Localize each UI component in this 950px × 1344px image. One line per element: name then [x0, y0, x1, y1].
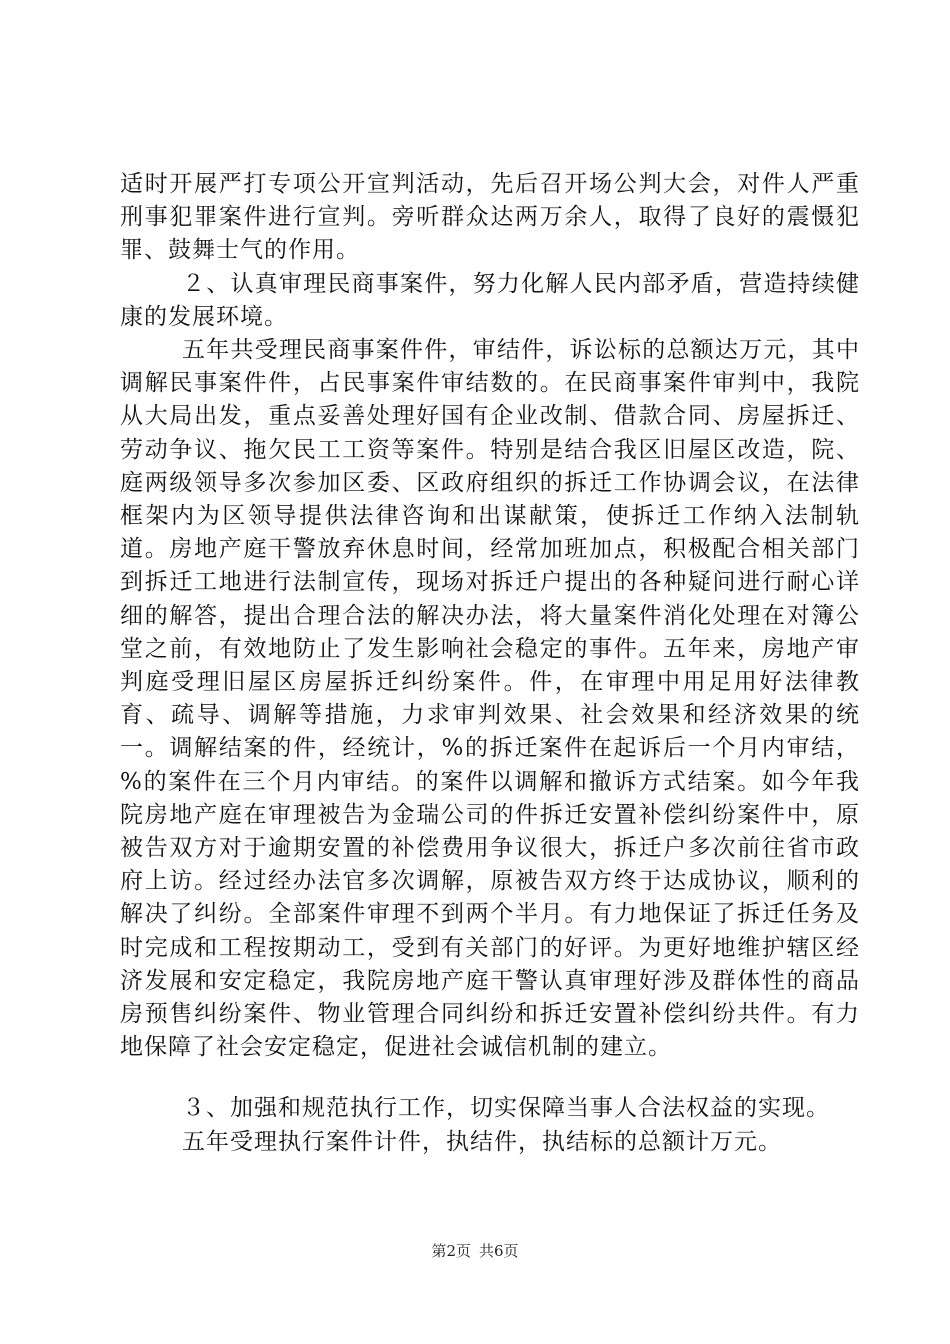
paragraph-section-3-heading: ３、加强和规范执行工作，切实保障当事人合法权益的实现。: [182, 1095, 830, 1122]
page-footer: [0, 1241, 950, 1261]
page-total: 共6页: [479, 1242, 519, 1260]
paragraph-continuation: 适时开展严打专项公开宣判活动，先后召开场公判大会，对件人严重刑事犯罪案件进行宣判。旁听群众达两万余人，取得了良好的震慑犯罪、鼓舞士气的作用。: [120, 171, 860, 264]
page-number: 第2页: [431, 1242, 471, 1260]
paragraph-execution-cases: 五年受理执行案件计件，执结件，执结标的总额计万元。: [182, 1128, 782, 1155]
paragraph-civil-commercial-cases: 五年共受理民商事案件件，审结件，诉讼标的总额达万元，其中调解民事案件件，占民事案件审结数的。在民商事案件审判中，我院从大局出发，重点妥善处理好国有企业改制、借款合同、房屋拆迁、劳动争议、拖欠民工工资等案件。特别是结合我区旧屋区改造，院、庭两级领导多次参加区委、区政府组织的拆迁工作协调会议，在法律框架内为区领导提供法律咨询和出谋献策，使拆迁工作纳入法制轨道。房地产庭干警放弃休息时间，经常加班加点，积极配合相关部门到拆迁工地进行法制宣传，现场对拆迁户提出的各种疑问进行耐心详细的解答，提出合理合法的解决办法，将大量案件消化处理在对簿公堂之前，有效地防止了发生影响社会稳定的事件。五年来，房地产审判庭受理旧屋区房屋拆迁纠纷案件。件，在审理中用足用好法律教育、疏导、调解等措施，力求审判效果、社会效果和经济效果的统一。调解结案的件，经统计，%的拆迁案件在起诉后一个月内审结，%的案件在三个月内审结。的案件以调解和撤诉方式结案。如今年我院房地产庭在审理被告为金瑞公司的件拆迁安置补偿纠纷案件中，原被告双方对于逾期安置的补偿费用争议很大，拆迁户多次前往省市政府上访。经过经办法官多次调解，原被告双方终于达成协议，顺利的解决了纠纷。全部案件审理不到两个半月。有力地保证了拆迁任务及时完成和工程按期动工，受到有关部门的好评。为更好地维护辖区经济发展和安定稳定，我院房地产庭干警认真审理好涉及群体性的商品房预售纠纷案件、物业管理合同纠纷和拆迁安置补偿纠纷共件。有力地保障了社会安定稳定，促进社会诚信机制的建立。: [120, 337, 860, 1061]
paragraph-section-2-heading: ２、认真审理民商事案件，努力化解人民内部矛盾，营造持续健康的发展环境。: [120, 270, 860, 330]
document-body: [120, 168, 860, 1159]
